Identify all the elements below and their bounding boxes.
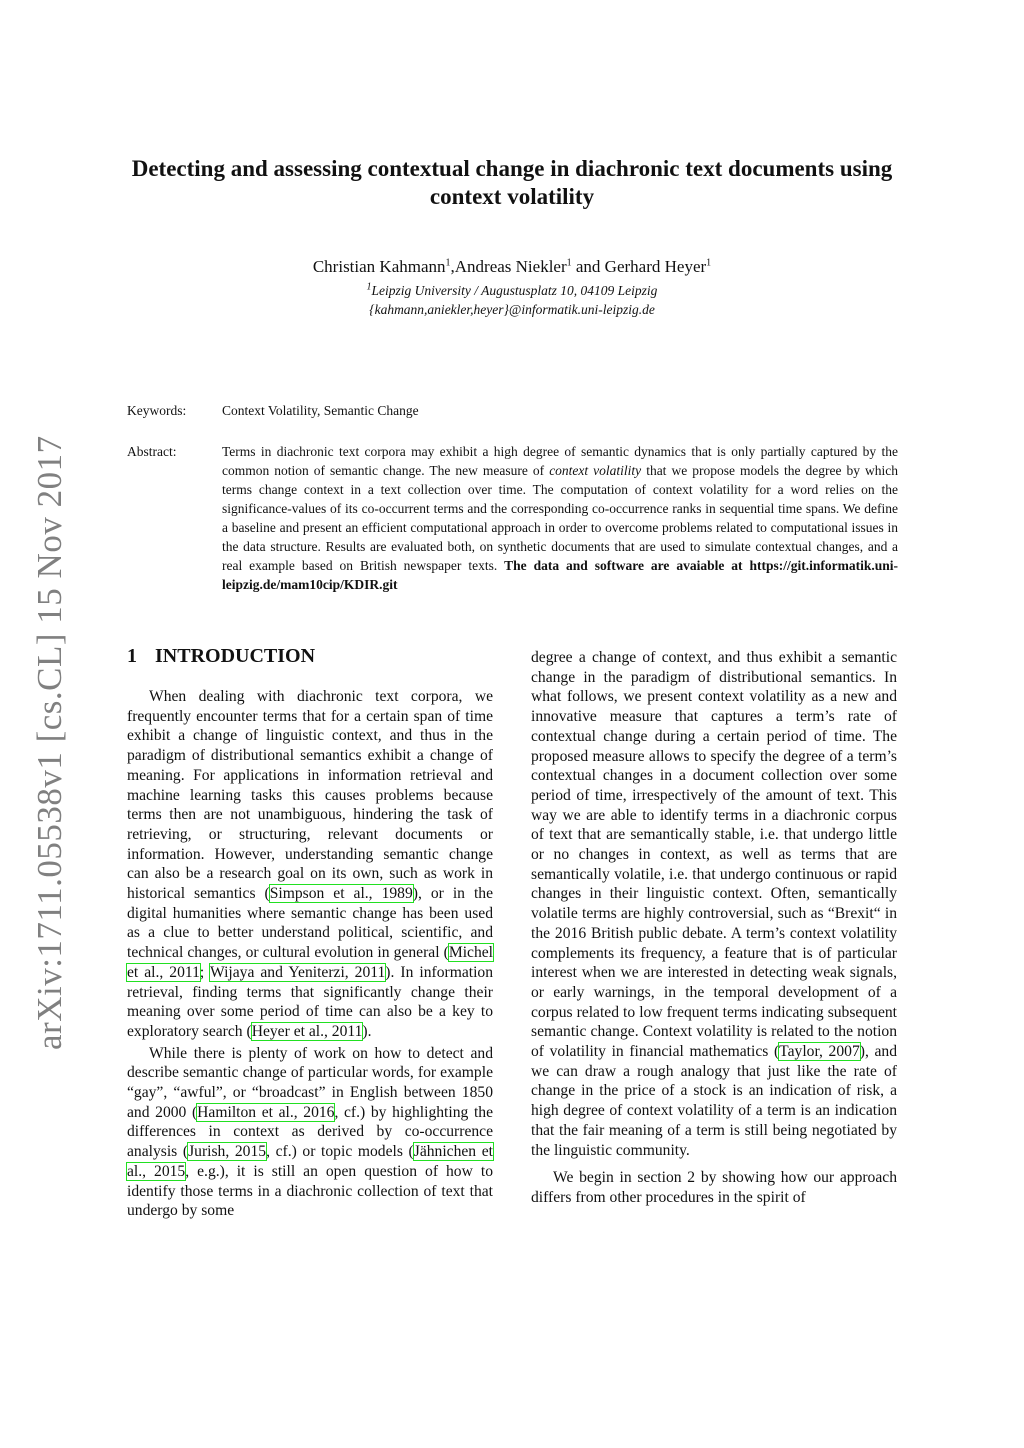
- left-column: [127, 641, 493, 1221]
- intro-paragraph-2: [127, 1044, 493, 1221]
- body-text: While there is plenty of work on how to detect and describe semantic change of particular words, for example “gay”, “awful”, or “broadcast” in English between 1850 and 2000 (: [127, 1044, 493, 1121]
- section-title: INTRODUCTION: [155, 645, 316, 667]
- intro-paragraph-1: [127, 687, 493, 1042]
- body-text: , cf.) by highlighting the differences in context as derived by co-occurrence analysis (: [127, 1103, 493, 1161]
- abstract-label: Abstract:: [127, 444, 177, 459]
- body-text: ), and we can draw a rough analogy that just like the rate of change in the price of a stock is an indication of risk, a high degree of context volatility of a term is an indication that the fair meaning of a term is still being negotiated by the linguistic community.: [531, 1043, 897, 1159]
- paper-title: Detecting and assessing contextual change in diachronic text documents using context volatility: [131, 156, 893, 209]
- body-text: degree a change of context, and thus exhibit a semantic change in the paradigm of distributional semantics. In what follows, we present context volatility as a new and innovative measure that captures a term’s rate of contextual change during a certain period of time. The proposed measure allows to specify the degree of a term’s contextual changes in a document collection over some period of time, irrespectively of the amount of text. This way we are able to identify terms in a diachronic corpus of text that are semantically stable, i.e. that undergo little or no changes in context, as well as terms that are semantically volatile, i.e. that undergo continuous or rapid changes in their linguistic context. Often, semantically volatile terms are highly controversial, such as “Brexit“ in the 2016 British public debate. A term’s context volatility complements its frequency, a feature that is of particular interest when we are interested in detecting weak signals, or early warnings, in the temporal development of a corpus related to low frequent terms indicating subsequent semantic change. Context volatility is related to the notion of volatility in financial mathematics (: [531, 649, 897, 1061]
- data-availability-note: The data and software are avaiable at https://git.informatik.uni-leipzig.de/mam10cip/KDIR.git: [222, 558, 898, 592]
- body-text: , e.g.), it is still an open question of how to identify those terms in a diachronic collection of text that undergo by some: [127, 1162, 493, 1220]
- body-text: ).: [362, 1022, 372, 1040]
- citation-link[interactable]: Taylor, 2007: [779, 1043, 860, 1061]
- author-emails: {kahmann,aniekler,heyer}@informatik.uni-leipzig.de: [369, 302, 655, 317]
- abstract-text-part: that we propose models the degree by which terms change context in a text collection over time. The computation of context volatility for a word relies on the significance-values of its co-occurrent terms and the corresponding co-occurrence ranks in sequential time spans. We define a baseline and present an efficient computational approach in order to overcome problems related to computational issues in the data structure. Results are evaluated both, on synthetic documents that are used to simulate contextual changes, and a real example based on British newspaper texts.: [222, 463, 898, 573]
- body-text: ;: [199, 963, 210, 981]
- abstract-emphasis: context volatility: [549, 463, 642, 478]
- keywords-text: Context Volatility, Semantic Change: [222, 403, 419, 418]
- affiliation-mark: 1: [366, 281, 372, 293]
- citation-link[interactable]: Jähnichen et al., 2015: [127, 1143, 493, 1180]
- section-heading: [127, 641, 493, 671]
- author-heyer: and Gerhard Heyer: [571, 257, 707, 276]
- body-text: ). In information retrieval, finding terms that significantly change their meaning over some period of time can also be a key to exploratory search (: [127, 963, 494, 1040]
- abstract-body: [222, 442, 898, 594]
- right-column: [531, 648, 897, 1208]
- intro-paragraph-continued: [531, 648, 897, 1160]
- arxiv-identifier: arXiv:1711.05538v1 [cs.CL] 15 Nov 2017: [30, 435, 69, 1050]
- citation-link[interactable]: Jurish, 2015: [188, 1143, 267, 1161]
- author-list: [110, 256, 914, 278]
- keywords-label: Keywords:: [127, 403, 187, 418]
- affiliation-line: [110, 281, 914, 300]
- body-text: , cf.) or topic models (: [266, 1143, 414, 1161]
- citation-link[interactable]: Wijaya and Yeniterzi, 2011: [209, 963, 386, 981]
- institution: Leipzig University / Augustusplatz 10, 04109 Leipzig: [371, 283, 658, 298]
- citation-link[interactable]: Heyer et al., 2011: [251, 1022, 363, 1040]
- body-text: When dealing with diachronic text corpora, we frequently encounter terms that for a certain span of time exhibit a change of linguistic context, and thus in the paradigm of distributional semantics exhibit a change of meaning. For applications in information retrieval and machine learning tasks this causes problems because terms then are not unambiguous, hindering the task of retrieving, or structuring, relevant documents or information. However, understanding semantic change can also be a research goal on its own, such as work in historical semantics (: [127, 688, 493, 903]
- body-text: ), or in the digital humanities where semantic change has been used as a clue to better understand political, scientific, and technical changes, or cultural evolution in general (: [127, 885, 493, 962]
- author-niekler: ,Andreas Niekler: [450, 257, 567, 276]
- affiliation-mark: 1: [706, 257, 712, 269]
- citation-link[interactable]: Hamilton et al., 2016: [197, 1103, 335, 1121]
- section-number: 1: [127, 645, 137, 667]
- affiliation-mark: 1: [566, 257, 572, 269]
- citation-link[interactable]: Simpson et al., 1989: [269, 885, 413, 903]
- author-kahmann: Christian Kahmann: [312, 257, 446, 276]
- citation-link[interactable]: Michel et al., 2011: [127, 944, 493, 981]
- affiliation-mark: 1: [445, 257, 451, 269]
- intro-paragraph-3: We begin in section 2 by showing how our approach differs from other procedures in the spirit of: [531, 1169, 897, 1206]
- affiliation-block: [110, 281, 914, 319]
- abstract-text-part: Terms in diachronic text corpora may exhibit a high degree of semantic dynamics that is only partially captured by the common notion of semantic change. The new measure of: [222, 444, 898, 478]
